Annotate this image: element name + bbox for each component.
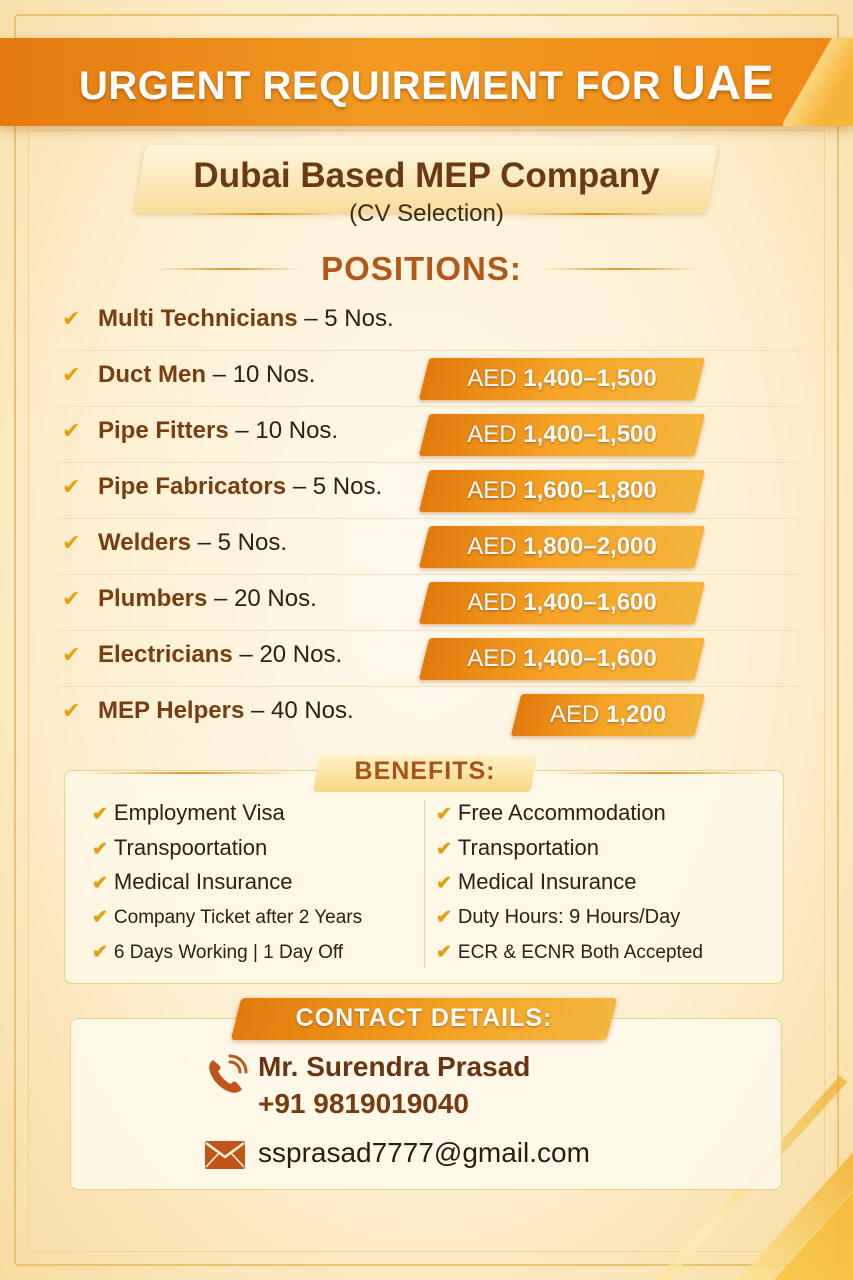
- check-icon: ✔: [62, 419, 81, 444]
- salary-text: [424, 358, 700, 400]
- company-subtitle-row: [0, 200, 853, 228]
- divider-line: [153, 268, 303, 270]
- salary-currency: AED: [467, 477, 517, 504]
- salary-range: 1,400–1,600: [523, 645, 657, 672]
- position-row: [58, 687, 804, 743]
- check-icon: ✔: [62, 363, 81, 388]
- benefit-item: [92, 800, 285, 830]
- benefit-item: [436, 869, 636, 899]
- company-name: Dubai Based MEP Company: [193, 156, 660, 195]
- check-icon: ✔: [62, 307, 81, 332]
- check-icon: ✔: [92, 942, 108, 963]
- salary-range: 1,200: [605, 701, 667, 728]
- benefit-text: Medical Insurance: [113, 869, 293, 894]
- position-count: – 40 Nos.: [250, 697, 354, 724]
- benefit-text: Transportation: [457, 835, 599, 860]
- benefits-column-divider: [424, 800, 425, 968]
- positions-heading-row: [0, 250, 853, 288]
- salary-range: 1,800–2,000: [523, 533, 657, 560]
- position-name: Duct Men: [98, 361, 206, 388]
- benefit-item: [92, 835, 267, 865]
- position-row: [58, 519, 804, 575]
- position-row: [58, 351, 804, 407]
- salary-range: 1,600–1,800: [523, 477, 657, 504]
- divider-line: [185, 213, 335, 215]
- divider-line: [540, 268, 700, 270]
- contact-phone[interactable]: +91 9819019040: [258, 1088, 469, 1119]
- divider-line: [550, 772, 770, 774]
- benefit-text: Employment Visa: [113, 800, 285, 825]
- position-row: [58, 295, 804, 351]
- company-subtitle: (CV Selection): [349, 200, 504, 227]
- salary-currency: AED: [467, 589, 517, 616]
- position-row: [58, 463, 804, 519]
- title-part-2: UAE: [671, 57, 774, 110]
- check-icon: ✔: [62, 699, 81, 724]
- position-count: – 5 Nos.: [197, 529, 287, 556]
- position-count: – 5 Nos.: [292, 473, 383, 500]
- salary-range: 1,400–1,500: [523, 365, 657, 392]
- salary-currency: AED: [467, 533, 517, 560]
- salary-range: 1,400–1,600: [523, 589, 657, 616]
- check-icon: ✔: [62, 587, 81, 612]
- envelope-icon: [204, 1140, 246, 1174]
- contact-name: Mr. Surendra Prasad: [258, 1051, 531, 1082]
- salary-currency: AED: [549, 701, 600, 728]
- divider-line: [518, 213, 668, 215]
- salary-text: [424, 638, 700, 680]
- benefit-text: Duty Hours: 9 Hours/Day: [457, 906, 681, 928]
- check-icon: ✔: [436, 839, 452, 860]
- position-count: – 5 Nos.: [304, 305, 394, 332]
- position-count: – 20 Nos.: [214, 585, 317, 612]
- salary-currency: AED: [467, 365, 517, 392]
- position-row: [58, 407, 804, 463]
- benefit-item: [92, 906, 362, 936]
- check-icon: ✔: [92, 839, 108, 860]
- benefit-text: ECR & ECNR Both Accepted: [457, 942, 703, 963]
- position-name: Plumbers: [98, 585, 208, 612]
- benefit-item: [92, 941, 343, 971]
- position-count: – 10 Nos.: [235, 417, 339, 444]
- benefit-text: Transpoortation: [113, 835, 268, 860]
- check-icon: ✔: [92, 907, 108, 928]
- position-name: Electricians: [98, 641, 233, 668]
- position-name: Pipe Fitters: [98, 417, 229, 444]
- positions-heading: POSITIONS:: [321, 250, 522, 287]
- check-icon: ✔: [62, 531, 81, 556]
- salary-text: [424, 582, 700, 624]
- salary-text: [516, 694, 700, 736]
- check-icon: ✔: [436, 804, 452, 825]
- check-icon: ✔: [436, 907, 452, 928]
- benefit-item: [92, 869, 292, 899]
- divider-line: [80, 772, 300, 774]
- salary-text: [424, 414, 700, 456]
- benefit-item: [436, 906, 680, 936]
- check-icon: ✔: [92, 873, 108, 894]
- position-name: MEP Helpers: [98, 697, 245, 724]
- benefit-item: [436, 835, 599, 865]
- page-title: [0, 56, 853, 111]
- check-icon: ✔: [436, 873, 452, 894]
- position-count: – 10 Nos.: [212, 361, 316, 388]
- position-row: [58, 631, 804, 687]
- benefits-heading: BENEFITS:: [354, 757, 496, 785]
- check-icon: ✔: [62, 643, 81, 668]
- title-part-1: URGENT REQUIREMENT FOR: [79, 64, 662, 108]
- salary-text: [424, 526, 700, 568]
- benefit-text: 6 Days Working | 1 Day Off: [113, 942, 344, 963]
- contact-email[interactable]: ssprasad7777@gmail.com: [258, 1137, 590, 1168]
- position-count: – 20 Nos.: [239, 641, 343, 668]
- benefit-text: Company Ticket after 2 Years: [113, 907, 363, 928]
- benefit-item: [436, 800, 666, 830]
- check-icon: ✔: [436, 942, 452, 963]
- benefit-text: Free Accommodation: [457, 800, 666, 825]
- contact-heading: CONTACT DETAILS:: [295, 1004, 553, 1032]
- position-name: Pipe Fabricators: [98, 473, 287, 500]
- salary-text: [424, 470, 700, 512]
- benefit-text: Medical Insurance: [457, 869, 637, 894]
- salary-range: 1,400–1,500: [523, 421, 657, 448]
- phone-icon: [204, 1054, 248, 1102]
- salary-currency: AED: [467, 421, 517, 448]
- position-name: Welders: [98, 529, 191, 556]
- benefit-item: [436, 941, 703, 971]
- check-icon: ✔: [92, 804, 108, 825]
- check-icon: ✔: [62, 475, 81, 500]
- position-name: Multi Technicians: [98, 305, 298, 332]
- position-row: [58, 575, 804, 631]
- salary-currency: AED: [467, 645, 517, 672]
